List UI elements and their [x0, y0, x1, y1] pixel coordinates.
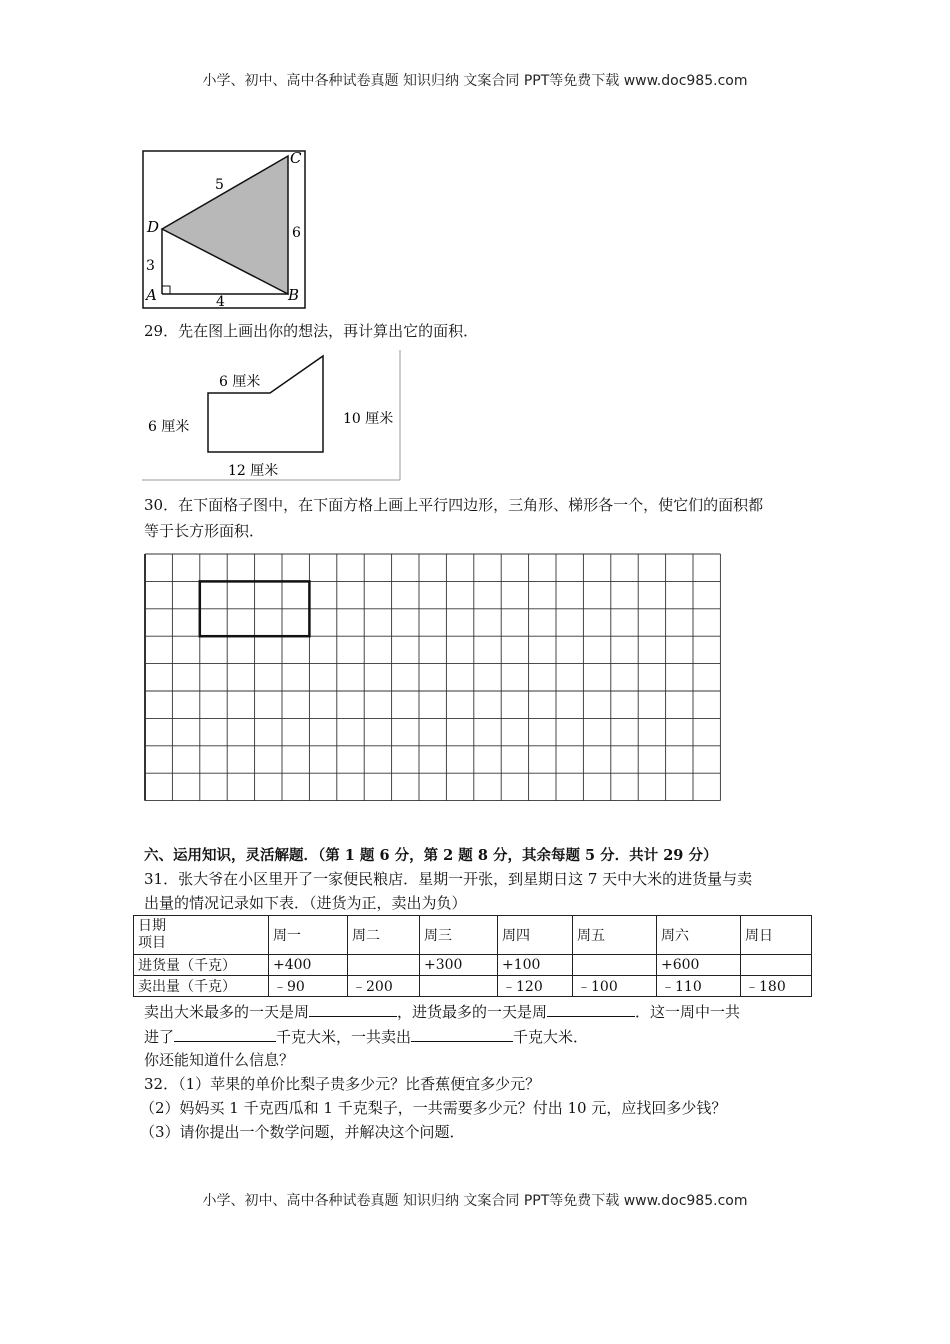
label-top: 6 厘米: [219, 374, 261, 390]
table-cell: [420, 976, 498, 997]
day-header: 周四: [498, 916, 573, 955]
table-cell: ﹣180: [741, 976, 812, 997]
corner-cell: [134, 916, 269, 955]
label-right: 10 厘米: [343, 411, 394, 427]
label-bottom: 12 厘米: [228, 463, 279, 479]
label-a: A: [146, 286, 157, 304]
day-header: 周日: [741, 916, 812, 955]
section-6-title: 六、运用知识，灵活解题．（第 1 题 6 分，第 2 题 8 分，其余每题 5 分．共计 29 分）: [144, 847, 718, 864]
label-left: 6 厘米: [148, 419, 190, 435]
day-header: 周五: [573, 916, 657, 955]
table-row: [134, 976, 812, 997]
table-row: [134, 955, 812, 976]
page-header: 小学、初中、高中各种试卷真题 知识归纳 文案合同 PPT等免费下载 www.doc985.com: [202, 73, 748, 89]
pentagon-figure: [140, 348, 402, 482]
question-32-line3: （3）请你提出一个数学问题，并解决这个问题．: [140, 1123, 465, 1141]
answer-blank-most-sold-day[interactable]: [309, 998, 397, 1017]
fill-text: ，进货最多的一天是周: [397, 1003, 548, 1021]
pentagon-shape: [208, 356, 323, 452]
fill-text: 千克大米．: [513, 1028, 589, 1046]
question-30-line1: 30．在下面格子图中，在下面方格上画上平行四边形，三角形、梯形各一个，使它们的面积都: [144, 496, 764, 514]
table-cell: +300: [420, 955, 498, 976]
fill-text: 千克大米，一共卖出: [276, 1028, 412, 1046]
question-31-line2: 出量的情况记录如下表．（进货为正，卖出为负）: [144, 894, 467, 912]
length-ab: 4: [216, 294, 225, 310]
day-header: 周三: [420, 916, 498, 955]
row-label: 卖出量（千克）: [134, 976, 269, 997]
fill-line-1: [144, 998, 740, 1025]
table-cell: [348, 955, 420, 976]
answer-blank-most-stocked-day[interactable]: [547, 998, 635, 1017]
fill-text: 进了: [144, 1028, 175, 1046]
table-cell: +100: [498, 955, 573, 976]
answer-blank-total-stocked[interactable]: [174, 1023, 276, 1042]
table-cell: ﹣90: [269, 976, 348, 997]
table-cell: ﹣100: [573, 976, 657, 997]
day-header: 周一: [269, 916, 348, 955]
fill-text: ．这一周中一共: [635, 1003, 741, 1021]
question-32-line2: （2）妈妈买 1 千克西瓜和 1 千克梨子，一共需要多少元？付出 10 元，应找回多少钱？: [140, 1099, 727, 1117]
triangle-figure: [140, 148, 310, 310]
grid-figure[interactable]: [143, 550, 723, 806]
page-footer: 小学、初中、高中各种试卷真题 知识归纳 文案合同 PPT等免费下载 www.doc985.com: [202, 1193, 748, 1209]
table-cell: ﹣110: [657, 976, 741, 997]
rice-record-table: [133, 915, 812, 997]
label-d: D: [147, 218, 160, 236]
answer-blank-total-sold[interactable]: [411, 1023, 513, 1042]
table-cell: +400: [269, 955, 348, 976]
shaded-triangle: [162, 156, 288, 294]
question-32-line1: 32．（1）苹果的单价比梨子贵多少元？比香蕉便宜多少元？: [144, 1075, 541, 1093]
table-cell: ﹣200: [348, 976, 420, 997]
table-cell: +600: [657, 955, 741, 976]
fill-text: 卖出大米最多的一天是周: [144, 1003, 310, 1021]
row-label: 进货量（千克）: [134, 955, 269, 976]
question-29: 29．先在图上画出你的想法，再计算出它的面积．: [144, 322, 479, 340]
label-b: B: [288, 286, 300, 304]
length-bc: 6: [292, 225, 301, 241]
length-ad: 3: [146, 258, 155, 274]
corner-bottom: 项目: [138, 935, 166, 951]
question-31-line1: 31．张大爷在小区里开了一家便民粮店．星期一开张，到星期日这 7 天中大米的进货量与卖: [144, 870, 753, 888]
right-angle-mark: [162, 286, 170, 294]
day-header: 周二: [348, 916, 420, 955]
question-31-extra: 你还能知道什么信息？: [144, 1051, 295, 1069]
day-header: 周六: [657, 916, 741, 955]
table-cell: ﹣120: [498, 976, 573, 997]
grid-lines: [145, 554, 720, 801]
label-c: C: [290, 149, 302, 167]
question-30-line2: 等于长方形面积．: [144, 522, 265, 540]
corner-top: 日期: [138, 918, 166, 934]
table-cell: [573, 955, 657, 976]
table-cell: [741, 955, 812, 976]
fill-line-2: [144, 1023, 588, 1050]
length-dc: 5: [215, 177, 224, 193]
